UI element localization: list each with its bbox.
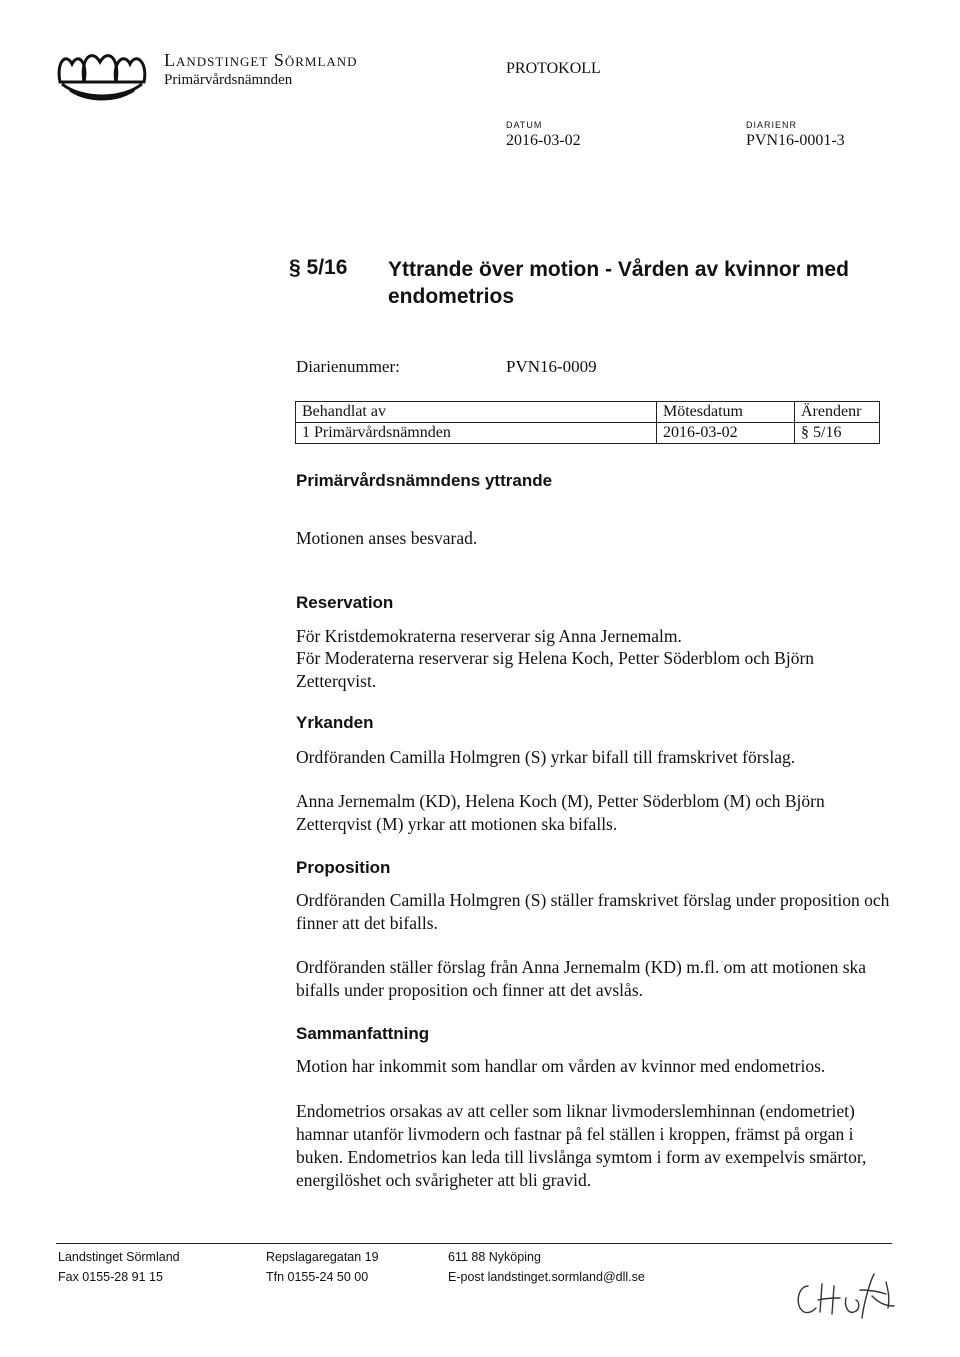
reservation-text-1: För Kristdemokraterna reserverar sig Anna Jernemalm. <box>296 626 682 646</box>
diarienummer-label: Diarienummer: <box>296 357 400 376</box>
datum-value: 2016-03-02 <box>506 132 581 149</box>
org-name: Landstinget Sörmland <box>164 50 358 70</box>
proposition-text-2: Ordföranden ställer förslag från Anna Jernemalm (KD) m.fl. om att motionen ska bifalls under proposition och finner att det avslås. <box>296 957 867 1000</box>
proposition-heading: Proposition <box>296 858 391 877</box>
yttrande-text: Motionen anses besvarad. <box>296 528 478 548</box>
table-cell: 2016-03-02 <box>657 423 795 444</box>
footer-postal: 611 88 Nyköping <box>448 1250 541 1264</box>
yrkanden-heading: Yrkanden <box>296 713 374 732</box>
reservation-text-2: För Moderaterna reserverar sig Helena Koch, Petter Söderblom och Björn Zetterqvist. <box>296 648 815 691</box>
yrkanden-text-2: Anna Jernemalm (KD), Helena Koch (M), Petter Söderblom (M) och Björn Zetterqvist (M) yrkar att motionen ska bifalls. <box>296 791 825 834</box>
org-subtitle: Primärvårdsnämnden <box>164 72 293 88</box>
footer-org: Landstinget Sörmland <box>58 1250 180 1264</box>
footer-divider <box>56 1243 892 1244</box>
footer-fax: Fax 0155-28 91 15 <box>58 1270 163 1284</box>
yttrande-heading: Primärvårdsnämndens yttrande <box>296 471 553 490</box>
section-number: § 5/16 <box>289 256 348 279</box>
diarienummer-value: PVN16-0009 <box>506 357 597 376</box>
process-table <box>295 401 880 444</box>
footer-address: Repslagaregatan 19 <box>266 1250 379 1264</box>
datum-label: DATUM <box>506 120 543 130</box>
table-header-row <box>296 402 880 423</box>
signature-icon <box>790 1262 910 1322</box>
yrkanden-text-1: Ordföranden Camilla Holmgren (S) yrkar bifall till framskrivet förslag. <box>296 747 796 767</box>
footer-email: E-post landstinget.sormland@dll.se <box>448 1270 645 1284</box>
footer-phone: Tfn 0155-24 50 00 <box>266 1270 369 1284</box>
document-type: PROTOKOLL <box>506 60 601 77</box>
diarienr-value: PVN16-0001-3 <box>746 132 845 149</box>
landstinget-logo-icon <box>52 42 152 104</box>
sammanfattning-heading: Sammanfattning <box>296 1024 430 1043</box>
sammanfattning-text-2: Endometrios orsakas av att celler som liknar livmoderslemhinnan (endometriet) hamnar utanför livmodern och fastnar på fel ställen i kroppen, främst på organ i buken. Endometrios kan leda till livslånga symtom i form av exempelvis smärtor, energilöshet och svårigheter att bli gravid. <box>296 1101 867 1190</box>
table-row <box>296 423 880 444</box>
table-cell: 1 Primärvårdsnämnden <box>296 423 657 444</box>
table-header-cell: Behandlat av <box>296 402 657 423</box>
diarienr-label: DIARIENR <box>746 120 798 130</box>
table-header-cell: Mötesdatum <box>657 402 795 423</box>
section-title: Yttrande över motion - Vården av kvinnor med endometrios <box>388 258 849 308</box>
table-header-cell: Ärendenr <box>795 402 880 423</box>
proposition-text-1: Ordföranden Camilla Holmgren (S) ställer framskrivet förslag under proposition och finner att det bifalls. <box>296 890 890 933</box>
table-cell: § 5/16 <box>795 423 880 444</box>
sammanfattning-text-1: Motion har inkommit som handlar om vården av kvinnor med endometrios. <box>296 1056 826 1076</box>
reservation-heading: Reservation <box>296 593 394 612</box>
